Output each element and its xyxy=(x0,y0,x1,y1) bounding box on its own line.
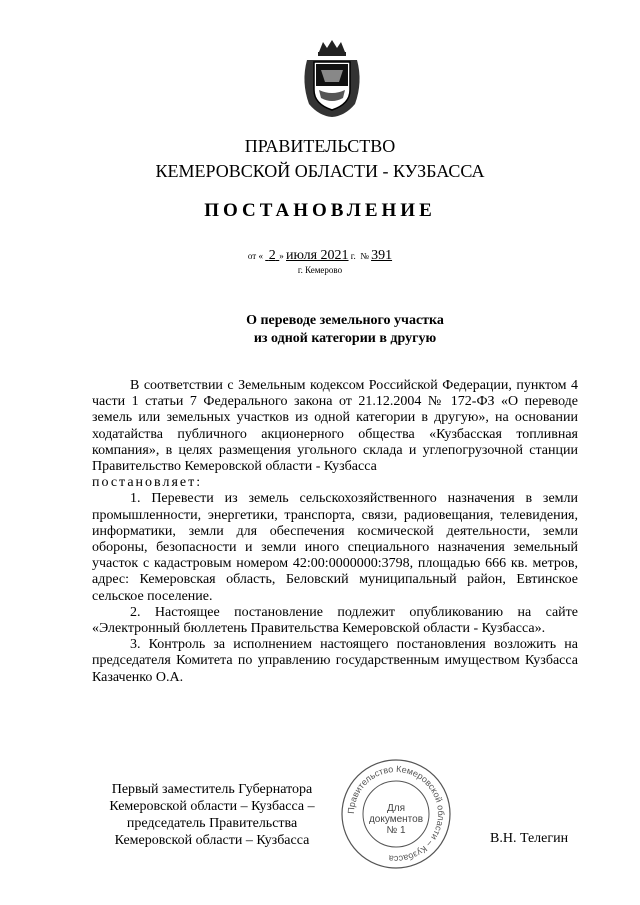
item-3-paragraph: 3. Контроль за исполнением настоящего постановления возложить на председателя Комитета по управлению государственным имуществом Кузбасса Казаченко О.А. xyxy=(92,637,578,685)
date-mid: » xyxy=(279,251,284,261)
position-line4: Кемеровской области – Кузбасса xyxy=(114,833,310,848)
year-suffix: г. xyxy=(350,251,356,261)
position-line3: председатель Правительства xyxy=(126,816,298,831)
item-2-paragraph: 2. Настоящее постановление подлежит опубликованию на сайте «Электронный бюллетень Правительства Кемеровской области - Кузбасса». xyxy=(92,604,578,637)
stamp-ring-text: Правительство Кемеровской области – Кузбасса xyxy=(345,763,447,865)
date-day: 2 xyxy=(268,248,276,263)
subject-line1: О переводе земельного участка xyxy=(246,313,444,328)
document-body xyxy=(92,378,578,686)
signatory-name: В.Н. Телегин xyxy=(490,831,569,846)
organization-name-line1: ПРАВИТЕЛЬСТВО xyxy=(244,136,396,156)
signatory-position xyxy=(92,781,332,849)
stamp-line1: Для xyxy=(386,803,406,814)
item-1-paragraph: 1. Перевести из земель сельскохозяйственного назначения в земли промышленности, энергетики, транспорта, связи, радиовещания, телевидения, информатики, земли для обеспечения космической деятельности, земли обороны, безопасности и земли иного специального назначения земельный участок с кадастровым номером 42:00:0000000:3798, площадью 666 кв. метров, адрес: Кемеровская область, Беловский муниципальный район, Евтинское сельское поселение. xyxy=(92,491,578,604)
document-type-title: ПОСТАНОВЛЕНИЕ xyxy=(204,200,436,221)
date-prefix: от « xyxy=(247,251,263,261)
coat-of-arms-emblem xyxy=(299,38,365,118)
resolves-paragraph: постановляет: xyxy=(92,475,203,491)
subject-line2: из одной категории в другую xyxy=(253,331,437,346)
stamp-center-text xyxy=(368,803,424,836)
stamp-line3: № 1 xyxy=(386,825,406,836)
city-label: г. Кемерово xyxy=(297,265,343,275)
document-number: 391 xyxy=(371,248,393,263)
position-line2: Кемеровской области – Кузбасса – xyxy=(109,799,315,814)
number-prefix: № xyxy=(360,251,369,261)
organization-name-line2: КЕМЕРОВСКОЙ ОБЛАСТИ - КУЗБАССА xyxy=(155,161,485,181)
intro-paragraph: В соответствии с Земельным кодексом Российской Федерации, пунктом 4 части 1 статьи 7 Федерального закона от 21.12.2004 № 172-ФЗ «О переводе земель или земельных участков из одной категории в другую», на основании ходатайства публичного акционерного общества «Кузбасская топливная компания», в целях размещения угольного склада и углепогрузочной станции Правительство Кемеровской области - Кузбасса xyxy=(92,378,578,475)
document-date-number xyxy=(0,248,640,264)
date-month-year: июля 2021 xyxy=(286,248,349,263)
stamp-line2: документов xyxy=(368,814,424,825)
document-subject xyxy=(190,312,500,348)
position-line1: Первый заместитель Губернатора xyxy=(111,782,313,797)
